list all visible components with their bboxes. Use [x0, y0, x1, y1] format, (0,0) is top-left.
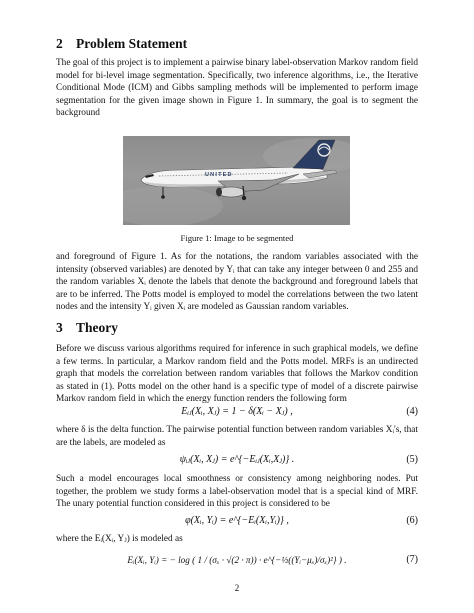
section-title: Theory	[76, 320, 118, 335]
section-3-heading	[56, 320, 118, 336]
section-3-paragraph-2: where δ is the delta function. The pairwise potential function between random variables Xᵢ's, that are the labels, are modeled as	[56, 425, 418, 448]
section-2-heading	[56, 36, 187, 52]
figure-1-airplane-image	[123, 136, 350, 225]
airplane-illustration	[123, 136, 350, 225]
section-2-paragraph-2: and foreground of Figure 1. As for the notations, the random variables associated with the intensity (observed variables) are denoted by Yᵢ that can take any integer between 0 and 255 and the random variables Xᵢ denote the labels that denote the background and foreground labels that are to be inferred. The Potts model is employed to model the correlations between the two latent nodes and the intensity Yᵢ given Xᵢ are modeled as Gaussian random variables.	[56, 252, 418, 313]
livery-text: UNITED	[205, 172, 233, 178]
equation-5	[56, 452, 418, 468]
figure-caption: Figure 1: Image to be segmented	[180, 233, 294, 243]
section-3-paragraph-3: Such a model encourages local smoothness or consistency among neighboring nodes. Put together, the problem we study forms a label-observation model that is a special kind of MRF. The unary potential function considered in this project is considered to be	[56, 474, 418, 510]
equation-6	[56, 513, 418, 529]
equation-6-number: (6)	[406, 515, 418, 526]
equation-7-expression: Eᵢ(Xᵢ, Yᵢ) = − log ( 1 / (σₓ · √(2 · π)) · e^{−½((Yᵢ−μₓ)/σₓ)²} ) .	[127, 555, 347, 565]
equation-4	[56, 404, 418, 420]
page-number: 2	[234, 583, 240, 593]
equation-5-number: (5)	[406, 454, 418, 465]
section-3-paragraph-1: Before we discuss various algorithms required for inference in such graphical models, we define a few terms. In particular, a Markov random field and the Potts model. MRFs is an undirected graph that models the correlation between random variables that follows the Markov condition as stated in (1). Potts model on the other hand is a specific type of model of a discrete pairwise Markov random field in which the energy function renders the following form	[56, 344, 418, 405]
equation-4-number: (4)	[406, 406, 418, 417]
section-number: 3	[56, 320, 63, 335]
equation-6-expression: φ(Xᵢ, Yᵢ) = e^{−Eᵢ(Xᵢ,Yᵢ)} ,	[185, 515, 289, 526]
equation-7	[56, 552, 418, 568]
equation-5-expression: ψᵢⱼ(Xᵢ, Xⱼ) = e^{−Eᵢⱼ(Xᵢ,Xⱼ)} .	[179, 454, 295, 465]
section-title: Problem Statement	[76, 36, 188, 51]
section-3-paragraph-4: where the Eᵢ(Xᵢ, Yⱼ) is modeled as	[56, 534, 183, 544]
equation-7-number: (7)	[406, 554, 418, 565]
section-2-paragraph-1: The goal of this project is to implement a pairwise binary label-observation Markov random field model for bi-level image segmentation. Specifically, two inference algorithms, i.e., the Iterative Conditional Mode (ICM) and Gibbs sampling methods will be implemented to perform image segmentation for the given image shown in Figure 1. In summary, the goal is to segment the background	[56, 58, 418, 119]
equation-4-expression: Eᵢⱼ(Xᵢ, Xⱼ) = 1 − δ(Xᵢ − Xⱼ) ,	[181, 406, 293, 417]
section-number: 2	[56, 36, 63, 51]
